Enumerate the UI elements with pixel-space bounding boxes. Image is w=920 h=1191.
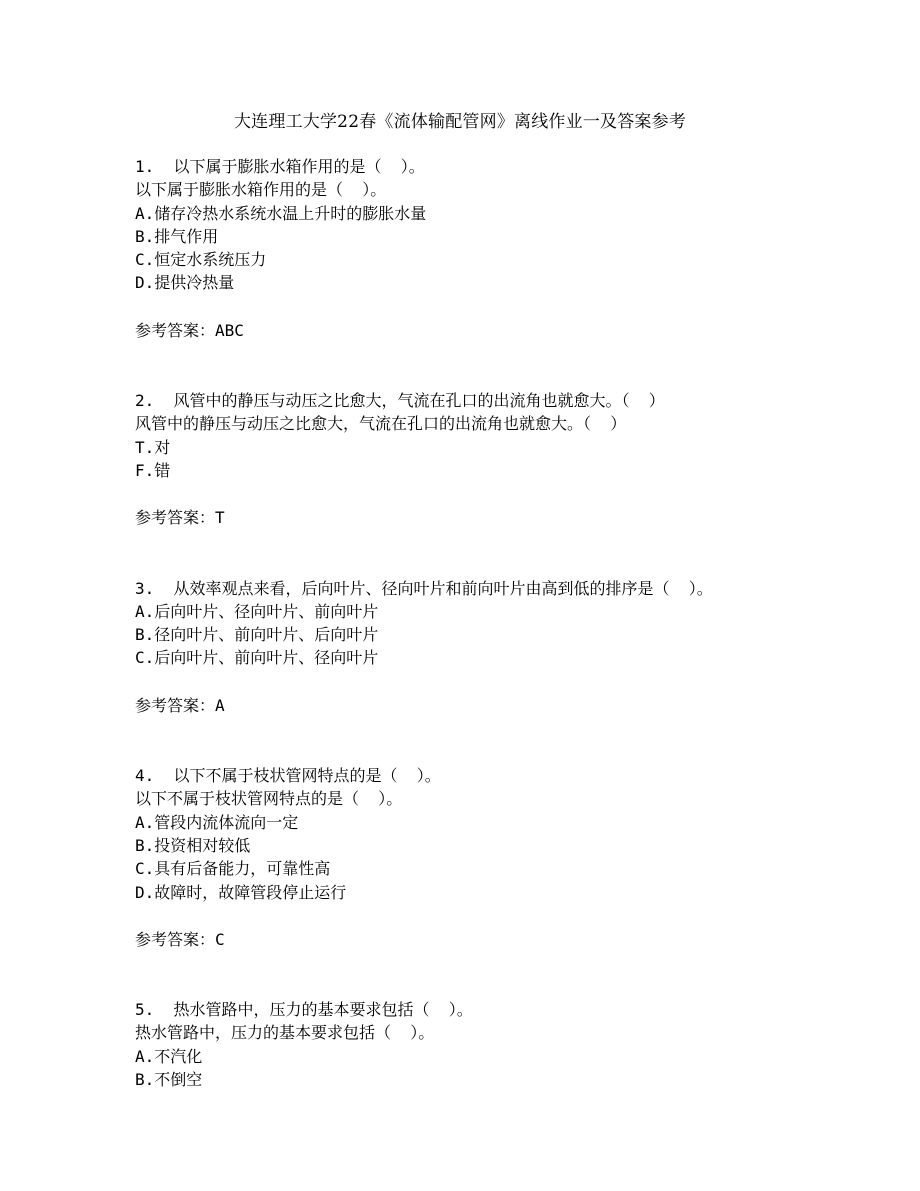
option-a: A.管段内流体流向一定	[135, 812, 299, 832]
question-text: 以下属于膨胀水箱作用的是（ ）。	[173, 157, 425, 176]
question-text: 热水管路中，压力的基本要求包括（ ）。	[173, 1000, 473, 1020]
option-f: F.错	[135, 460, 171, 480]
option-c: C.后向叶片、前向叶片、径向叶片	[135, 648, 379, 668]
reference-answer	[135, 319, 895, 342]
answer-label: 参考答案：	[135, 320, 216, 340]
question-5	[135, 998, 895, 1091]
question-repeat: 以下不属于枝状管网特点的是（ ）。	[135, 789, 403, 809]
option-b: B.径向叶片、前向叶片、后向叶片	[135, 625, 379, 645]
page-title: 大连理工大学22春《流体输配管网》离线作业一及答案参考	[233, 112, 687, 132]
answer-value: C	[215, 929, 225, 949]
answer-label: 参考答案：	[135, 929, 216, 949]
question-number: 4.	[135, 766, 155, 786]
option-c: C.具有后备能力，可靠性高	[135, 859, 331, 879]
question-stem	[135, 577, 895, 600]
question-repeat: 热水管路中，压力的基本要求包括（ ）。	[135, 1023, 435, 1043]
option-a: A.储存冷热水系统水温上升时的膨胀水量	[135, 203, 427, 223]
question-text: 以下不属于枝状管网特点的是（ ）。	[173, 766, 441, 786]
question-3	[135, 577, 895, 717]
question-repeat: 风管中的静压与动压之比愈大，气流在孔口的出流角也就愈大。（ ）	[135, 414, 627, 434]
question-1	[135, 155, 895, 342]
option-a: A.后向叶片、径向叶片、前向叶片	[135, 601, 379, 621]
option-b: B.不倒空	[135, 1070, 203, 1090]
answer-label: 参考答案：	[135, 508, 216, 528]
option-d: D.提供冷热量	[135, 273, 235, 293]
answer-value: T	[215, 508, 225, 528]
answer-value: ABC	[215, 320, 244, 340]
option-b: B.排气作用	[135, 226, 219, 246]
answer-value: A	[215, 695, 225, 715]
question-number: 2.	[135, 391, 155, 411]
question-text: 风管中的静压与动压之比愈大，气流在孔口的出流角也就愈大。（ ）	[173, 391, 665, 411]
question-stem	[135, 389, 895, 412]
reference-answer	[135, 506, 895, 529]
question-stem	[135, 155, 895, 178]
option-c: C.恒定水系统压力	[135, 250, 267, 270]
question-text: 从效率观点来看，后向叶片、径向叶片和前向叶片由高到低的排序是（ ）。	[173, 578, 713, 598]
reference-answer	[135, 694, 895, 717]
question-number: 1.	[135, 157, 155, 176]
question-stem	[135, 998, 895, 1021]
question-4	[135, 764, 895, 951]
question-number: 5.	[135, 1000, 155, 1020]
reference-answer	[135, 928, 895, 951]
question-2	[135, 389, 895, 529]
option-b: B.投资相对较低	[135, 835, 251, 855]
option-t: T.对	[135, 437, 171, 457]
answer-label: 参考答案：	[135, 695, 216, 715]
question-repeat: 以下属于膨胀水箱作用的是（ ）。	[135, 180, 387, 200]
option-d: D.故障时，故障管段停止运行	[135, 882, 347, 902]
question-stem	[135, 764, 895, 787]
option-a: A.不汽化	[135, 1046, 203, 1066]
question-number: 3.	[135, 578, 155, 598]
question-list	[135, 155, 895, 1091]
